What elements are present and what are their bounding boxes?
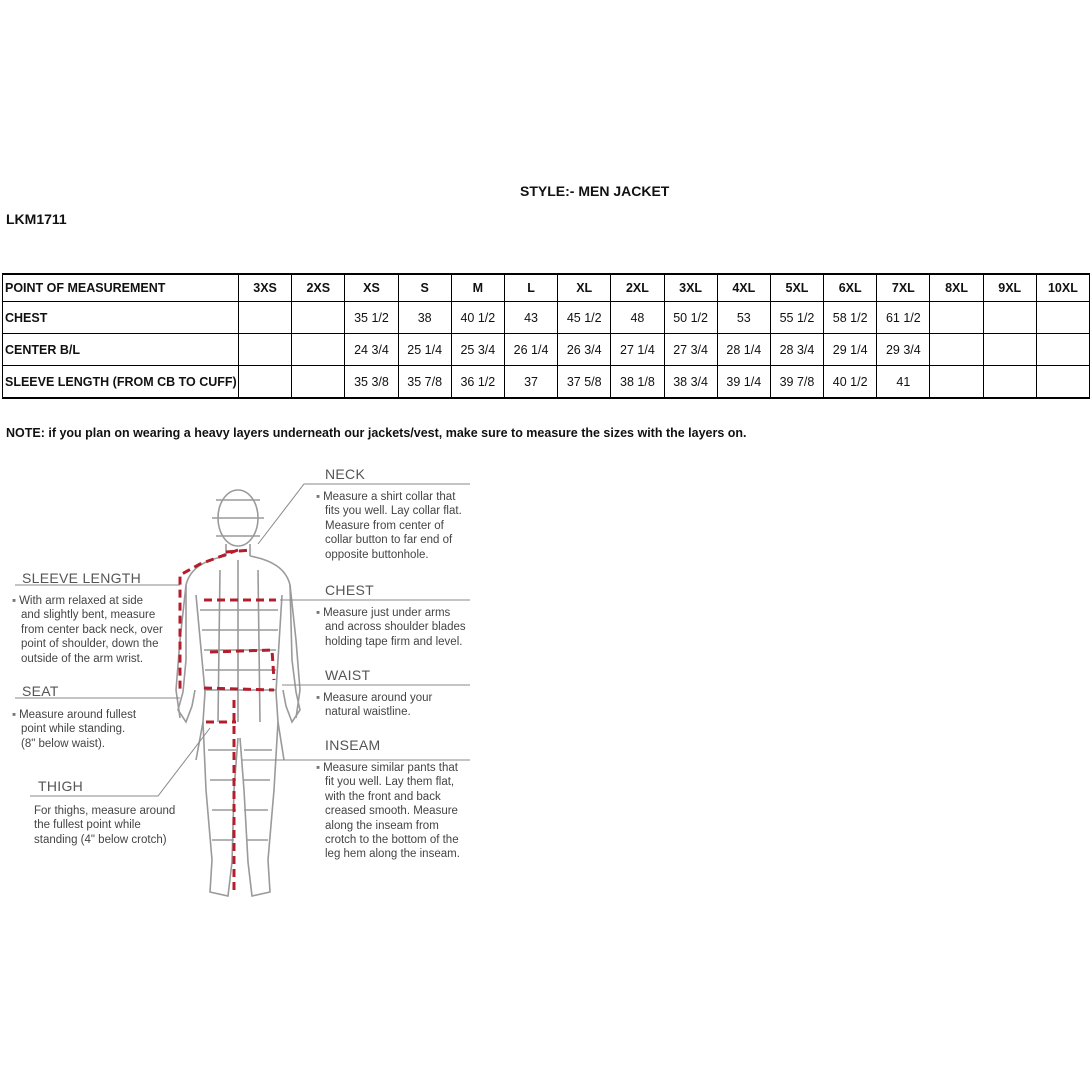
- table-cell: [930, 302, 983, 334]
- style-title: STYLE:- MEN JACKET: [520, 183, 670, 199]
- row-label: CENTER B/L: [3, 334, 239, 366]
- table-cell: 40 1/2: [824, 366, 877, 399]
- table-cell: 29 3/4: [877, 334, 930, 366]
- instruction-line: [316, 775, 460, 789]
- table-cell: 35 3/8: [345, 366, 398, 399]
- table-cell: 39 7/8: [770, 366, 823, 399]
- inseam-instructions: [316, 761, 460, 862]
- instruction-text: from center back neck, over: [21, 623, 163, 636]
- instruction-line: [316, 606, 466, 620]
- table-cell: [292, 302, 345, 334]
- instruction-line: [316, 691, 432, 705]
- instruction-text: opposite buttonhole.: [325, 548, 429, 561]
- neck-instructions: [316, 490, 462, 562]
- table-cell: 45 1/2: [558, 302, 611, 334]
- instruction-line: [316, 819, 460, 833]
- instruction-line: [34, 833, 175, 847]
- table-cell: [292, 366, 345, 399]
- table-cell: 35 7/8: [398, 366, 451, 399]
- bullet-icon: ▪: [316, 762, 321, 774]
- bullet-icon: ▪: [316, 692, 321, 704]
- column-header-size: 8XL: [930, 274, 983, 302]
- column-header-size: 3XS: [239, 274, 292, 302]
- instruction-line: [34, 804, 175, 818]
- instruction-text: and slightly bent, measure: [21, 609, 156, 622]
- instruction-line: [12, 737, 136, 751]
- instruction-text: point while standing.: [21, 723, 126, 736]
- table-cell: [239, 366, 292, 399]
- column-header-size: 2XL: [611, 274, 664, 302]
- column-header-size: 10XL: [1036, 274, 1089, 302]
- table-cell: 27 1/4: [611, 334, 664, 366]
- table-cell: 40 1/2: [451, 302, 504, 334]
- column-header-size: 7XL: [877, 274, 930, 302]
- table-row: [3, 366, 1090, 399]
- bullet-icon: ▪: [12, 595, 17, 607]
- table-header-row: [3, 274, 1090, 302]
- instruction-line: [316, 533, 462, 547]
- instruction-text: Measure a shirt collar that: [323, 491, 456, 503]
- instruction-text: standing (4" below crotch): [34, 833, 167, 846]
- instruction-text: with the front and back: [325, 790, 441, 803]
- column-header-size: XL: [558, 274, 611, 302]
- column-header-size: S: [398, 274, 451, 302]
- note-text: NOTE: if you plan on wearing a heavy layers underneath our jackets/vest, make sure to measure the sizes with the layers on.: [6, 426, 747, 440]
- table-cell: 43: [504, 302, 557, 334]
- instruction-line: [12, 594, 163, 608]
- instruction-line: [12, 637, 163, 651]
- row-label: SLEEVE LENGTH (FROM CB TO CUFF): [3, 366, 239, 399]
- table-cell: 24 3/4: [345, 334, 398, 366]
- column-header-size: 9XL: [983, 274, 1036, 302]
- instruction-line: [316, 847, 460, 861]
- table-cell: [1036, 366, 1089, 399]
- bullet-icon: ▪: [316, 491, 321, 503]
- measurement-diagram: [0, 460, 520, 920]
- table-cell: 25 1/4: [398, 334, 451, 366]
- table-cell: [930, 334, 983, 366]
- sleeve-length-label: SLEEVE LENGTH: [22, 570, 142, 586]
- table-cell: 61 1/2: [877, 302, 930, 334]
- column-header-size: 2XS: [292, 274, 345, 302]
- instruction-line: [316, 490, 462, 504]
- column-header-size: 3XL: [664, 274, 717, 302]
- column-header-size: 6XL: [824, 274, 877, 302]
- table-cell: 55 1/2: [770, 302, 823, 334]
- column-header-size: XS: [345, 274, 398, 302]
- thigh-instructions: [34, 804, 175, 847]
- table-cell: [983, 366, 1036, 399]
- instruction-text: With arm relaxed at side: [19, 595, 144, 607]
- table-cell: 26 1/4: [504, 334, 557, 366]
- table-cell: 36 1/2: [451, 366, 504, 399]
- table-cell: 37: [504, 366, 557, 399]
- instruction-line: [316, 804, 460, 818]
- instruction-line: [316, 790, 460, 804]
- size-chart-table: [2, 273, 1090, 399]
- table-cell: 28 3/4: [770, 334, 823, 366]
- instruction-text: Measure just under arms: [323, 607, 451, 619]
- seat-instructions: [12, 708, 136, 751]
- instruction-line: [316, 705, 432, 719]
- waist-label: WAIST: [325, 667, 371, 683]
- row-label: CHEST: [3, 302, 239, 334]
- column-header-size: 4XL: [717, 274, 770, 302]
- instruction-line: [12, 652, 163, 666]
- instruction-text: Measure around your: [323, 692, 433, 704]
- instruction-line: [316, 833, 460, 847]
- table-cell: 35 1/2: [345, 302, 398, 334]
- instruction-text: leg hem along the inseam.: [325, 848, 460, 861]
- column-header-size: L: [504, 274, 557, 302]
- instruction-text: Measure similar pants that: [323, 762, 458, 774]
- chest-label: CHEST: [325, 582, 374, 598]
- table-cell: [1036, 334, 1089, 366]
- waist-instructions: [316, 691, 432, 720]
- instruction-line: [316, 548, 462, 562]
- instruction-text: along the inseam from: [325, 819, 439, 832]
- instruction-line: [12, 608, 163, 622]
- instruction-line: [316, 635, 466, 649]
- instruction-line: [12, 623, 163, 637]
- table-row: [3, 334, 1090, 366]
- table-cell: [930, 366, 983, 399]
- instruction-text: crotch to the bottom of the: [325, 834, 459, 847]
- instruction-text: For thighs, measure around: [34, 805, 176, 817]
- instruction-text: Measure around fullest: [19, 709, 137, 721]
- instruction-text: creased smooth. Measure: [325, 805, 458, 818]
- table-cell: [239, 334, 292, 366]
- instruction-line: [316, 620, 466, 634]
- table-cell: [292, 334, 345, 366]
- table-cell: [983, 302, 1036, 334]
- instruction-text: and across shoulder blades: [325, 621, 466, 634]
- table-cell: 27 3/4: [664, 334, 717, 366]
- seat-label: SEAT: [22, 683, 59, 699]
- instruction-line: [12, 722, 136, 736]
- style-code: LKM1711: [6, 211, 67, 227]
- table-cell: 29 1/4: [824, 334, 877, 366]
- column-header-size: 5XL: [770, 274, 823, 302]
- table-cell: 37 5/8: [558, 366, 611, 399]
- instruction-text: Measure from center of: [325, 519, 444, 532]
- instruction-text: natural waistline.: [325, 706, 411, 719]
- table-row: [3, 302, 1090, 334]
- table-cell: 38 3/4: [664, 366, 717, 399]
- table-cell: 26 3/4: [558, 334, 611, 366]
- instruction-text: fits you well. Lay collar flat.: [325, 505, 462, 518]
- table-cell: [239, 302, 292, 334]
- table-cell: 39 1/4: [717, 366, 770, 399]
- inseam-label: INSEAM: [325, 737, 381, 753]
- table-cell: 28 1/4: [717, 334, 770, 366]
- instruction-text: (8" below waist).: [21, 737, 105, 750]
- instruction-line: [12, 708, 136, 722]
- table-cell: 58 1/2: [824, 302, 877, 334]
- instruction-line: [316, 761, 460, 775]
- column-header-measurement: POINT OF MEASUREMENT: [3, 274, 239, 302]
- table-cell: [1036, 302, 1089, 334]
- instruction-text: outside of the arm wrist.: [21, 652, 144, 665]
- instruction-line: [316, 504, 462, 518]
- instruction-line: [316, 519, 462, 533]
- table-cell: 38 1/8: [611, 366, 664, 399]
- instruction-text: fit you well. Lay them flat,: [325, 776, 455, 789]
- instruction-line: [34, 818, 175, 832]
- instruction-text: collar button to far end of: [325, 534, 453, 547]
- table-cell: 25 3/4: [451, 334, 504, 366]
- table-cell: 38: [398, 302, 451, 334]
- table-cell: 50 1/2: [664, 302, 717, 334]
- sleeve-length-instructions: [12, 594, 163, 666]
- bullet-icon: ▪: [12, 709, 17, 721]
- column-header-size: M: [451, 274, 504, 302]
- thigh-label: THIGH: [38, 778, 84, 794]
- instruction-text: the fullest point while: [34, 819, 141, 832]
- neck-label: NECK: [325, 466, 366, 482]
- table-cell: 53: [717, 302, 770, 334]
- table-cell: 48: [611, 302, 664, 334]
- bullet-icon: ▪: [316, 607, 321, 619]
- chest-instructions: [316, 606, 466, 649]
- instruction-text: holding tape firm and level.: [325, 635, 463, 648]
- table-cell: [983, 334, 1036, 366]
- instruction-text: point of shoulder, down the: [21, 638, 159, 651]
- table-cell: 41: [877, 366, 930, 399]
